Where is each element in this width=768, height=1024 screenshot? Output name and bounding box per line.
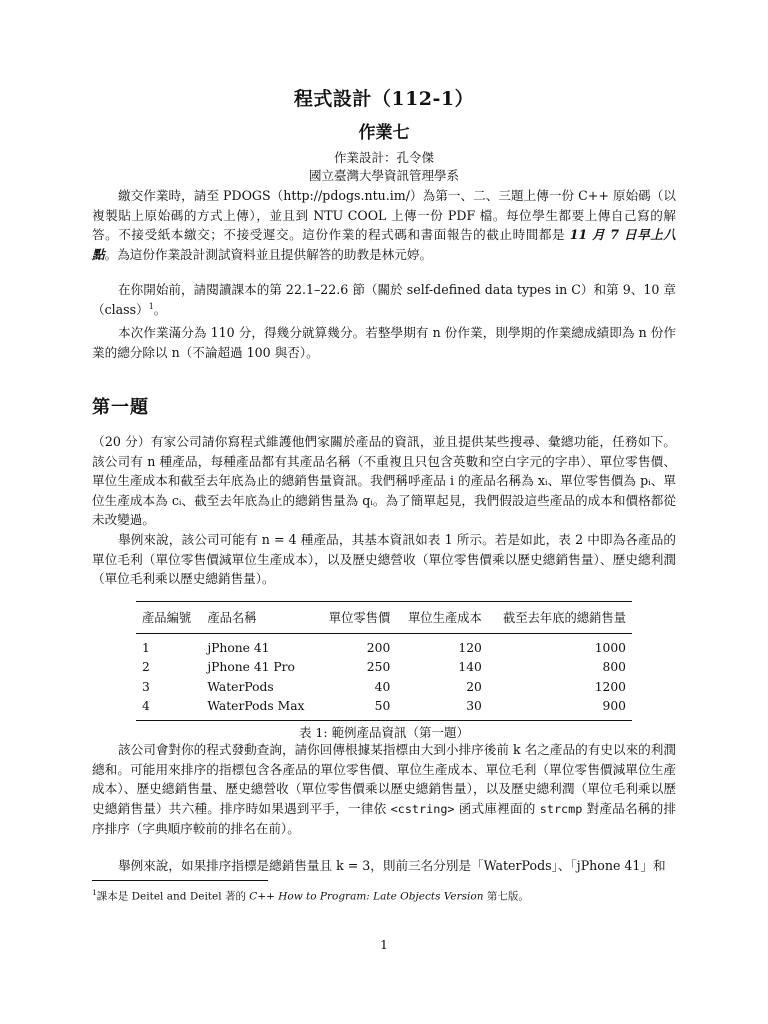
cell-sales: 900 [602,698,626,713]
query-text-b: 函式庫裡面的 [454,800,540,816]
intro-paragraph-grading: 本次作業滿分為 110 分，得幾分就算幾分。若整學期有 n 份作業，則學期的作業總成績即為 n 份作業的總分除以 n（不論超過 100 與否）。 [92,325,676,360]
cell-name: jPhone 41 [207,641,270,655]
cell-cost: 20 [466,679,482,694]
col-header-cost: 單位生產成本 [408,611,482,625]
col-header-price: 單位零售價 [328,611,391,625]
reading-end: 。 [153,301,167,317]
col-header-id: 產品編號 [142,611,192,625]
intro-paragraph-reading [92,280,676,319]
cell-cost: 30 [466,698,482,713]
footnote-marker: 1 [148,301,154,311]
problem-1-description: （20 分）有家公司請你寫程式維護他們家關於產品的資訊，並且提供某些搜尋、彙總功能，任務如下。該公司有 n 種產品，每種產品都有其產品名稱（不重複且只包含英數和空白字元的字串）、單位零售價、單位生產成本和截至去年底為止的總銷售量資訊。我們稱呼產品 i 的產品名稱為 xᵢ、單位零售價為 pᵢ、單位生產成本為 cᵢ、截至去年底為止的總銷售量為 qᵢ。為了簡單起見，我們假設這些產品的成本和價格都從未改變過。 [92,434,676,528]
reading-text: 在你開始前，請閱讀課本的第 22.1–22.6 節（關於 self-defined data types in C）和第 9、10 章（class） [92,282,676,317]
footnote-number: 1 [92,888,97,897]
footnote-divider [92,880,268,881]
footnote-text-b: 第七版。 [483,890,529,903]
col-header-sales: 截至去年底的總銷售量 [503,611,626,625]
table-header-row [136,602,632,634]
deadline-text: 11 月 7 日早上八點 [92,227,676,262]
strcmp-code: strcmp [539,801,583,816]
cell-id: 3 [142,679,150,694]
cell-price: 50 [374,698,391,713]
author-line: 作業設計：孔令傑 [333,150,434,165]
assignment-subtitle: 作業七 [358,123,410,143]
product-info-table [136,601,632,721]
problem-1-query-description [92,740,676,839]
problem-1-example: 舉例來說，該公司可能有 n = 4 種產品，其基本資訊如表 1 所示。若是如此，表 2 中即為各產品的單位毛利（單位零售價減單位生產成本），以及歷史總營收（單位零售價乘以歷史總銷售量）、歷史總利潤（單位毛利乘以歷史總銷售量）。 [92,532,676,587]
intro-paragraph-submission [92,186,676,264]
table-caption: 表 1: 範例產品資訊（第一題） [298,725,470,740]
cell-sales: 1000 [594,641,626,655]
section-heading-problem-1: 第一題 [92,397,149,418]
query-text-c: 對產品名稱的排序排序（字典順序較前的排名在前）。 [92,800,676,837]
cell-sales: 1200 [594,679,626,694]
table-row [136,658,632,677]
cell-id: 4 [142,698,150,713]
cell-name: jPhone 41 Pro [207,660,295,675]
cell-cost: 120 [458,641,482,655]
cell-id: 1 [142,641,150,655]
table-row [136,678,632,697]
footnote-book-title: C++ How to Program: Late Objects Version [249,890,484,903]
cell-price: 40 [374,679,391,694]
problem-1-ranking-example: 舉例來說，如果排序指標是總銷售量且 k = 3，則前三名分別是「WaterPods」、「jPhone 41」和 [118,858,666,873]
cell-price: 250 [366,660,391,675]
col-header-name: 產品名稱 [207,611,257,625]
page-title: 程式設計（112-1） [293,88,475,110]
intro-text-b: 。為這份作業設計測試資料並且提供解答的助教是林元婷。 [104,246,433,262]
cstring-code: <cstring> [390,801,455,816]
cell-price: 200 [366,641,391,655]
query-text-a: 該公司會對你的程式發動查詢，請你回傳根據某指標由大到小排序後前 k 名之產品的有史以來的利潤總和。可能用來排序的指標包含各產品的單位零售價、單位生產成本、單位毛利（單位零售價減單位生產成本）、歷史總銷售量、歷史總營收（單位零售價乘以歷史總銷售量），以及歷史總利潤（單位毛利乘以歷史總銷售量）共六種。排序時如果遇到平手，一律依 [92,742,676,816]
cell-name: WaterPods Max [207,698,305,713]
table-row [136,634,632,659]
footnote [92,886,529,904]
cell-id: 2 [142,660,150,675]
cell-cost: 140 [458,660,482,675]
table-row [136,697,632,721]
intro-text-a: 繳交作業時，請至 PDOGS（http://pdogs.ntu.im/）為第一、二、三題上傳一份 C++ 原始碼（以複製貼上原始碼的方式上傳），並且到 NTU COOL 上傳一份 PDF 檔。每位學生都要上傳自己寫的解答。不接受紙本繳交；不接受遲交。這份作業的程式碼和書面報告的截止時間都是 [92,188,676,243]
affiliation-line: 國立臺灣大學資訊管理學系 [308,168,459,183]
footnote-text-a: 課本是 Deitel and Deitel 著的 [96,890,250,903]
cell-name: WaterPods [207,679,274,694]
cell-sales: 800 [602,660,626,675]
page-number: 1 [380,937,388,952]
